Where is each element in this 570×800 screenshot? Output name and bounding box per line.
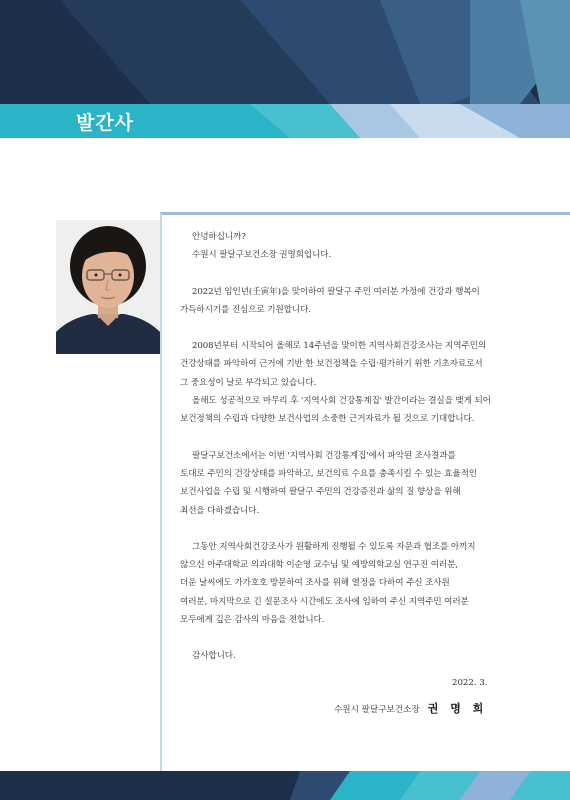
para4-line: 그동안 지역사회건강조사가 원활하게 진행될 수 있도록 자문과 협조를 아끼지 xyxy=(192,541,476,552)
signer-title: 수원시 팔달구보건소장 xyxy=(334,705,420,715)
para1-line: 2022년 임인년(壬寅年)을 맞이하여 팔달구 주민 여러분 가정에 건강과 행복이 xyxy=(192,286,480,297)
para1-line: 가득하시기를 진심으로 기원합니다. xyxy=(180,304,311,315)
para4-line: 여러분, 마지막으로 긴 설문조사 시간에도 조사에 임하여 주신 지역주민 여러분 xyxy=(180,596,469,607)
para2-line: 올해도 성공적으로 마무리 후 '지역사회 건강통계집' 발간이라는 결실을 맺게 되어 xyxy=(192,396,491,407)
author-photo xyxy=(56,220,160,354)
para2-line: 2008년부터 시작되어 올해로 14주년을 맞이한 지역사회건강조사는 지역주민의 xyxy=(192,341,487,352)
para3-line: 최선을 다하겠습니다. xyxy=(180,505,260,516)
footer-banner xyxy=(0,771,570,800)
para3-line: 토대로 주민의 건강상태를 파악하고, 보건의료 수요를 충족시킬 수 있는 효율적인 xyxy=(180,468,477,479)
para3-line: 팔달구보건소에서는 이번 '지역사회 건강통계집'에서 파악된 조사결과를 xyxy=(192,450,456,461)
para3-line: 보건사업을 수립 및 시행하여 팔달구 주민의 건강증진과 삶의 질 향상을 위해 xyxy=(180,487,461,498)
para4-line: 모두에게 깊은 감사의 마음을 전합니다. xyxy=(180,615,325,626)
para4-line: 더운 날씨에도 가가호호 방문하여 조사를 위해 열정을 다하여 주신 조사원 xyxy=(180,578,450,589)
para2-line: 보건정책의 수립과 다양한 보건사업의 소중한 근거자료가 될 것으로 기대합니다. xyxy=(180,414,475,425)
closing-line: 감사합니다. xyxy=(192,651,236,662)
para4-line: 않으신 아주대학교 의과대학 이순영 교수님 및 예방의학교실 연구진 여러분, xyxy=(180,560,458,571)
portrait-image xyxy=(56,220,160,354)
letter-date: 2022. 3. xyxy=(452,678,488,688)
header-banner xyxy=(0,0,570,140)
letter-body xyxy=(180,228,560,666)
signer-name: 권 명 희 xyxy=(427,702,488,715)
footer-graphic xyxy=(0,771,570,800)
para2-line: 건강상태를 파악하여 근거에 기반 한 보건정책을 수립·평가하기 위한 기초자료로서 xyxy=(180,359,483,370)
page-title: 발간사 xyxy=(76,112,135,134)
intro-line: 수원시 팔달구보건소장 권명희입니다. xyxy=(192,250,332,261)
signature-block xyxy=(334,700,487,716)
para2-line: 그 중요성이 날로 부각되고 있습니다. xyxy=(180,377,317,388)
greeting: 안녕하십니까? xyxy=(192,232,246,242)
